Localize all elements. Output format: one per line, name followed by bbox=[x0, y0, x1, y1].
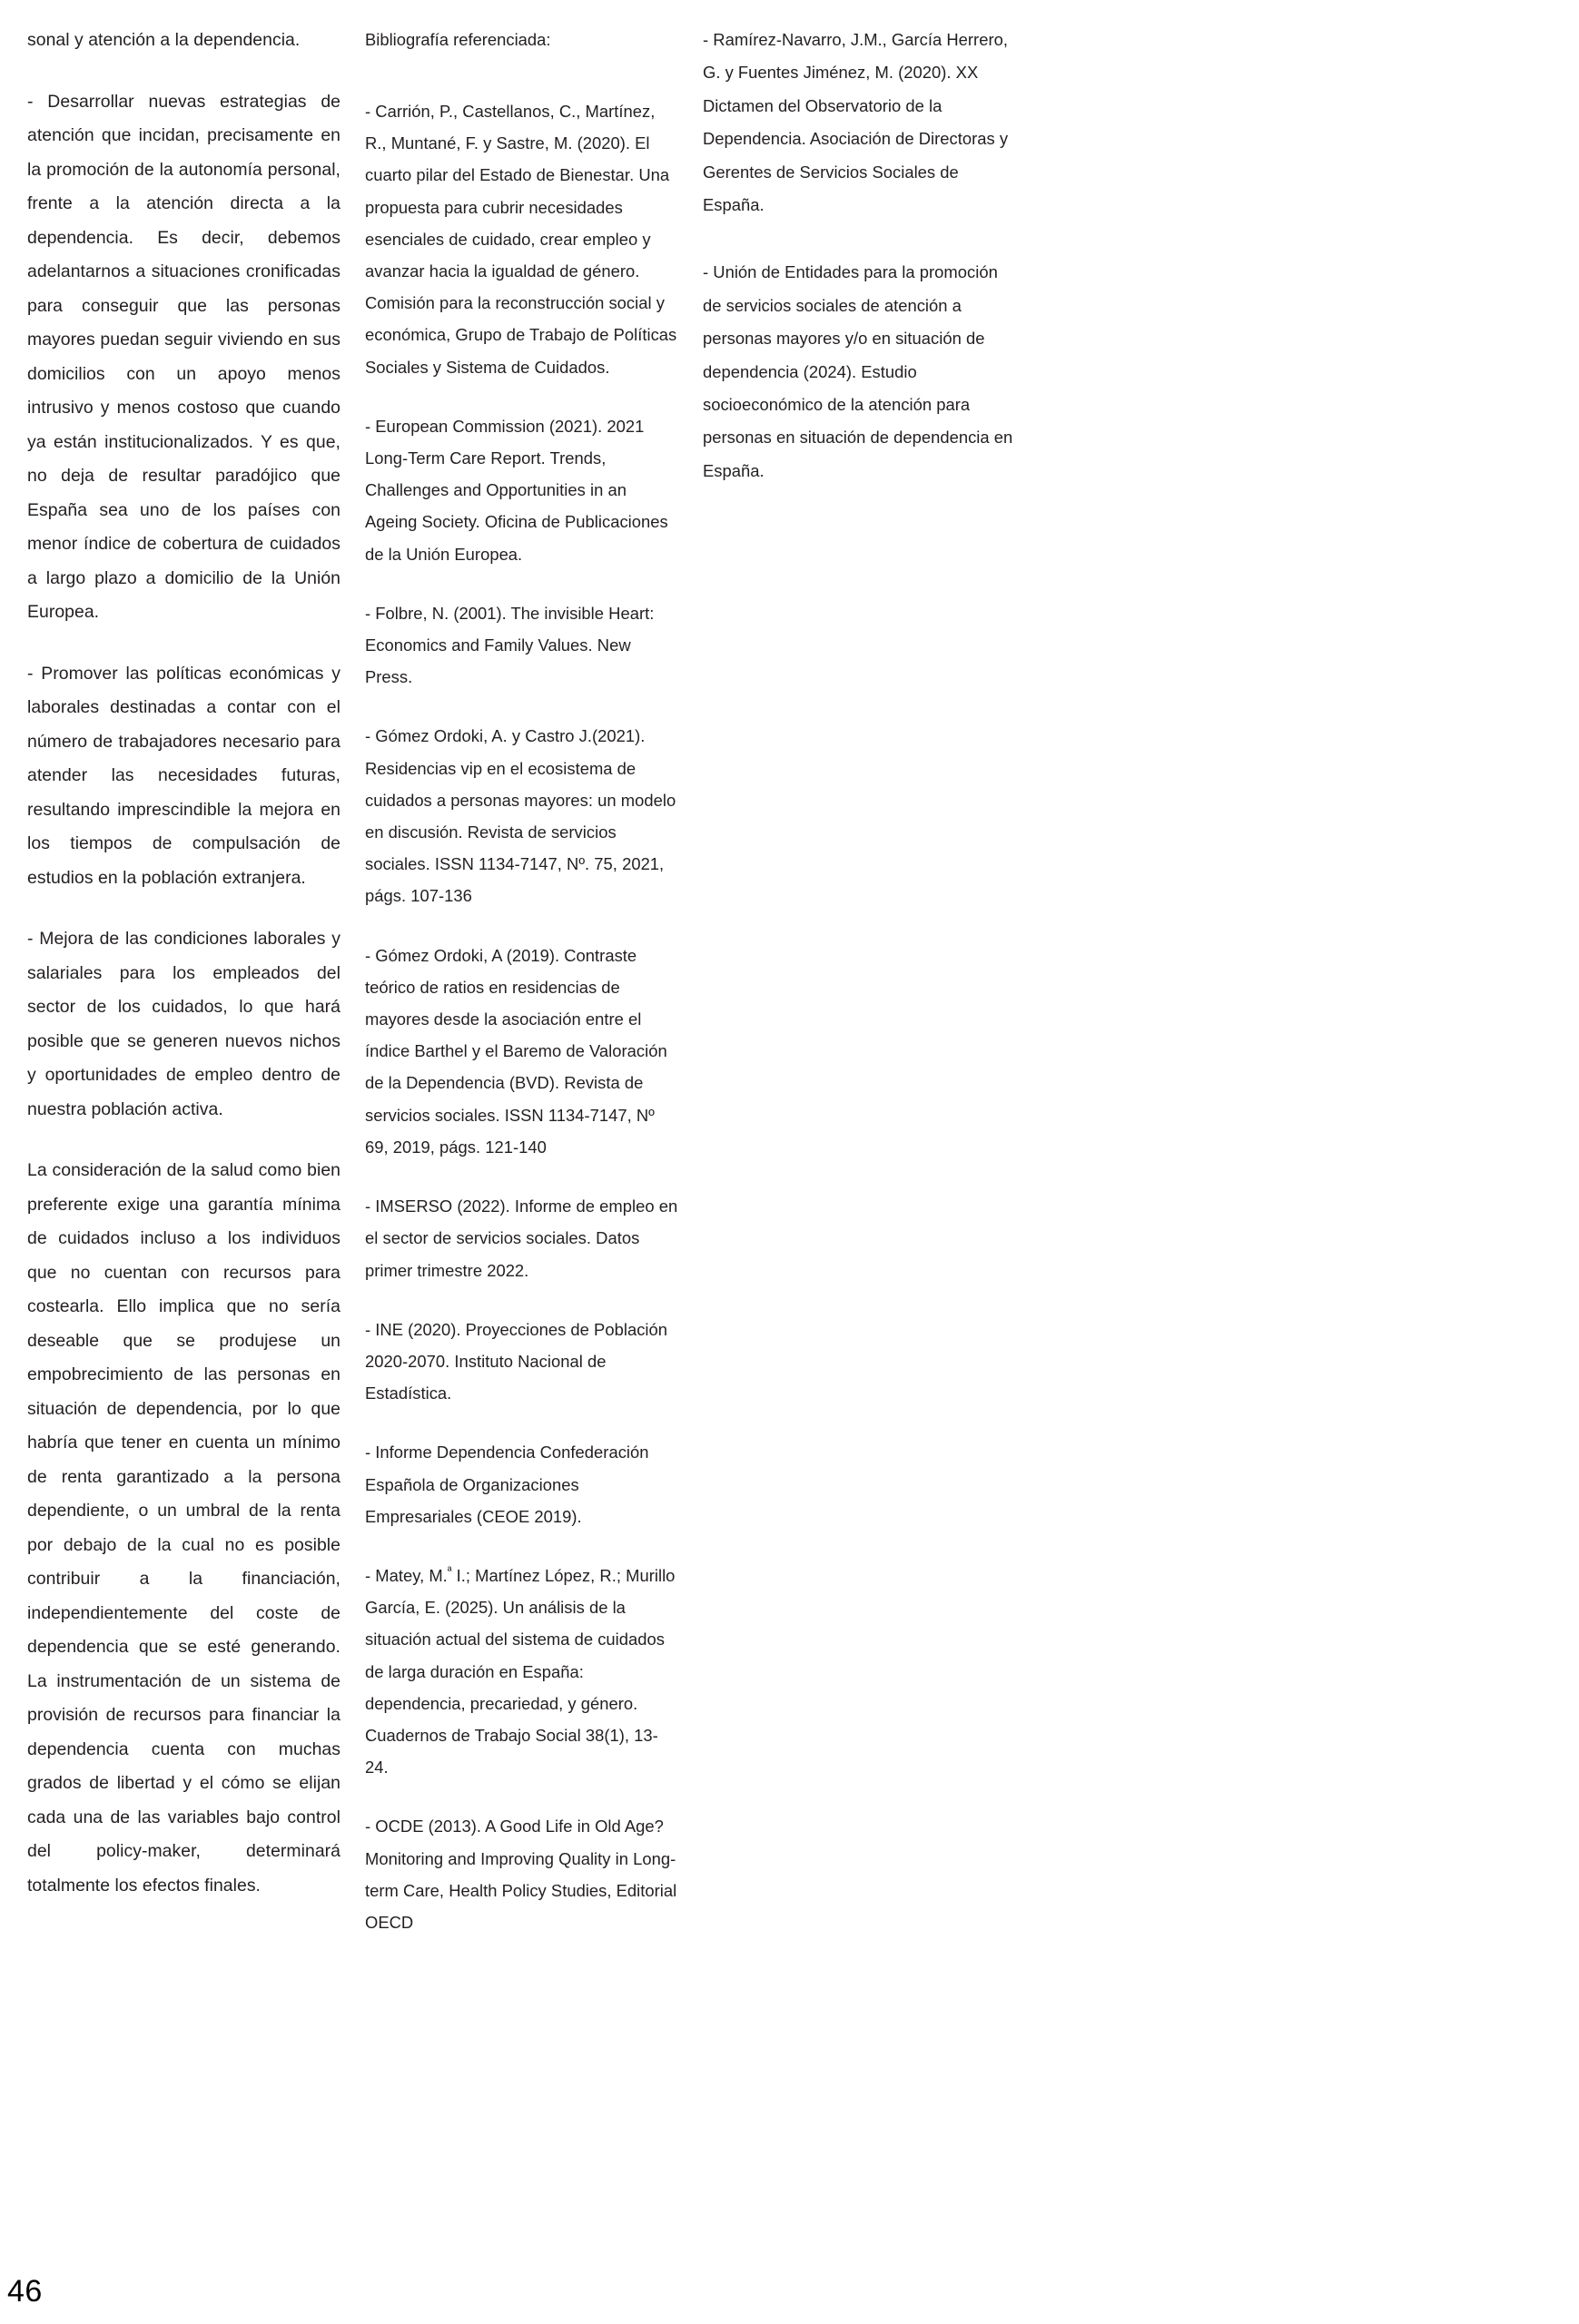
bibliography-heading: Bibliografía referenciada: bbox=[365, 30, 551, 49]
three-column-layout bbox=[27, 24, 1552, 2184]
reference-ramirez-navarro: - Ramírez-Navarro, J.M., García Herrero, G. y Fuentes Jiménez, M. (2020). XX Dictamen del Observatorio de la Dependencia. Asociación de Directoras y Gerentes de Servicios Sociales de España. bbox=[703, 30, 1009, 215]
paragraph-continuation: sonal y atención a la dependencia. bbox=[27, 30, 301, 50]
reference-gomez-ordoki-castro: - Gómez Ordoki, A. y Castro J.(2021). Residencias vip en el ecosistema de cuidados a personas mayores: un modelo en discusión. Revista de servicios sociales. ISSN 1134-7147, Nº. 75, 2021, págs. 107-136 bbox=[365, 726, 676, 906]
column-bibliography-first bbox=[365, 24, 678, 1938]
paragraph-bullet-desarrollar: - Desarrollar nuevas estrategias de atención que incidan, precisamente en la promoción de la autonomía personal, frente a la atención directa a la dependencia. Es decir, debemos adelantarnos a situaciones cronificadas para conseguir que las personas mayores puedan seguir viviendo en sus domicilios con un apoyo menos intrusivo y menos costoso que cuando ya están institucionalizados. Y es que, no deja de resultar paradójico que España sea uno de los países con menor índice de cobertura de cuidados a largo plazo a domicilio de la Unión Europea. bbox=[27, 91, 340, 622]
reference-matey bbox=[365, 1560, 678, 1783]
paragraph-consideracion-salud: La consideración de la salud como bien preferente exige una garantía mínima de cuidados incluso a los individuos que no cuentan con recursos para costearla. Ello implica que no sería deseable que se produjese un empobrecimiento de las personas en situación de dependencia, por lo que habría que tener en cuenta un mínimo de renta garantizado a la persona dependiente, o un umbral de la renta por debajo de la cual no es posible contribuir a la financiación, independientemente del coste de dependencia que se esté generando. La instrumentación de un sistema de provisión de recursos para financiar la dependencia cuenta con muchas grados de libertad y el cómo se elijan cada una de las variables bajo control del policy-maker, determinará totalmente los efectos finales. bbox=[27, 1160, 340, 1896]
reference-gomez-ordoki-2019: - Gómez Ordoki, A (2019). Contraste teórico de ratios en residencias de mayores desde la asociación entre el índice Barthel y el Baremo de Valoración de la Dependencia (BVD). Revista de servicios sociales. ISSN 1134-7147, Nº 69, 2019, págs. 121-140 bbox=[365, 945, 667, 1157]
reference-union-entidades: - Unión de Entidades para la promoción de servicios sociales de atención a personas mayores y/o en situación de dependencia (2024). Estudio socioeconómico de la atención para personas en situación de dependencia en España. bbox=[703, 262, 1013, 480]
reference-european-commission: - European Commission (2021). 2021 Long-Term Care Report. Trends, Challenges and Opportunities in an Ageing Society. Oficina de Publicaciones de la Unión Europea. bbox=[365, 416, 668, 564]
reference-imserso: - IMSERSO (2022). Informe de empleo en el sector de servicios sociales. Datos primer trimestre 2022. bbox=[365, 1196, 678, 1280]
reference-folbre: - Folbre, N. (2001). The invisible Heart: Economics and Family Values. New Press. bbox=[365, 603, 655, 687]
paragraph-bullet-promover: - Promover las políticas económicas y laborales destinadas a contar con el número de trabajadores necesario para atender las necesidades futuras, resultando imprescindible la mejora en los tiempos de compulsación de estudios en la población extranjera. bbox=[27, 663, 340, 888]
column-body-text bbox=[27, 24, 340, 1903]
reference-matey-after: I.; Martínez López, R.; Murillo García, E. (2025). Un análisis de la situación actual del sistema de cuidados de larga duración en España: dependencia, precariedad, y género. Cuadernos de Trabajo Social 38(1), 13-24. bbox=[365, 1565, 676, 1777]
reference-ine: - INE (2020). Proyecciones de Población 2020-2070. Instituto Nacional de Estadística. bbox=[365, 1319, 668, 1403]
paragraph-bullet-mejora: - Mejora de las condiciones laborales y salariales para los empleados del sector de los cuidados, lo que hará posible que se generen nuevos nichos y oportunidades de empleo dentro de nuestra población activa. bbox=[27, 929, 340, 1119]
reference-carrion: - Carrión, P., Castellanos, C., Martínez, R., Muntané, F. y Sastre, M. (2020). El cuarto pilar del Estado de Bienestar. Una propuesta para cubrir necesidades esenciales de cuidado, crear empleo y avanzar hacia la igualdad de género. Comisión para la reconstrucción social y económica, Grupo de Trabajo de Políticas Sociales y Sistema de Cuidados. bbox=[365, 102, 677, 377]
column-bibliography-second bbox=[703, 24, 1016, 487]
ordinal-superscript: ª bbox=[447, 1564, 452, 1578]
reference-ocde: - OCDE (2013). A Good Life in Old Age? Monitoring and Improving Quality in Long-term Care, Health Policy Studies, Editorial OECD bbox=[365, 1817, 677, 1932]
reference-matey-before: - Matey, M. bbox=[365, 1565, 448, 1585]
reference-ceoe: - Informe Dependencia Confederación Española de Organizaciones Empresariales (CEOE 2019). bbox=[365, 1443, 649, 1526]
page-number: 46 bbox=[7, 2274, 43, 2309]
